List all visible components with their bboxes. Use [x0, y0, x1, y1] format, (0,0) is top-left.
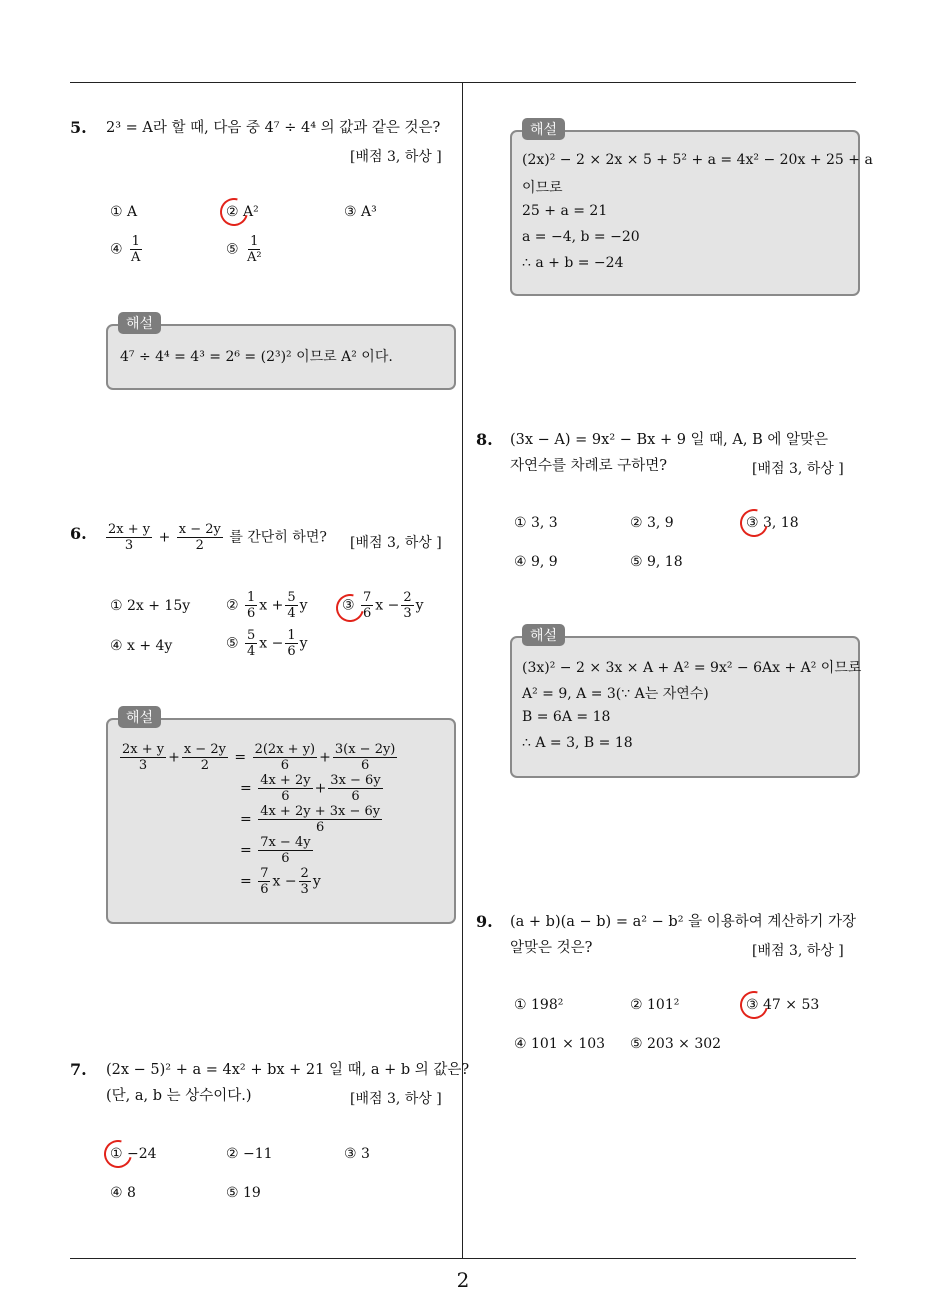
option-4[interactable]: ④ 101 × 103 — [514, 1036, 606, 1052]
numerator: x − 2y — [178, 522, 221, 537]
score-label: [배점 3, 하상 ] — [350, 535, 442, 551]
solution-line-1: (2x)² − 2 × 2x × 5 + 5² + a = 4x² − 20x + 25 + a — [522, 152, 873, 168]
question-number: 7. — [70, 1060, 87, 1079]
solution-line-2 — [240, 773, 385, 804]
score-label: [배점 3, 하상 ] — [350, 1091, 442, 1107]
denominator: 6 — [280, 758, 289, 773]
solution-line-4: ∴ A = 3, B = 18 — [522, 735, 633, 751]
plus-sign: + — [168, 749, 180, 766]
option-2[interactable]: ② 3, 9 — [630, 515, 674, 531]
option-label: ② — [226, 597, 239, 614]
option-5[interactable]: ⑤ 9, 18 — [630, 554, 683, 570]
term: y — [299, 597, 308, 614]
fraction — [253, 742, 318, 773]
numerator: 7 — [363, 590, 372, 605]
denominator: 6 — [351, 789, 360, 804]
fraction — [245, 590, 257, 621]
denominator: 6 — [281, 851, 290, 866]
fraction — [285, 590, 297, 621]
option-5[interactable] — [226, 628, 308, 659]
plus-sign: + — [319, 749, 331, 766]
option-1[interactable]: ① −24 — [110, 1146, 157, 1162]
option-5[interactable] — [226, 234, 266, 265]
question-number: 6. — [70, 524, 87, 543]
question-number: 9. — [476, 912, 493, 931]
option-2[interactable]: ② 101² — [630, 997, 680, 1013]
option-4[interactable] — [110, 234, 144, 265]
denominator: 6 — [260, 882, 269, 897]
numerator: 5 — [287, 590, 296, 605]
option-1[interactable]: ① 2x + 15y — [110, 598, 191, 614]
answer-mark — [99, 1135, 137, 1173]
solution-tag: 해설 — [118, 312, 161, 334]
question-line-1: (2x − 5)² + a = 4x² + bx + 21 일 때, a + b 의 값은? — [106, 1062, 470, 1078]
option-label: ⑤ — [226, 241, 239, 258]
question-text — [104, 522, 327, 553]
option-label: ⑤ — [226, 635, 239, 652]
fraction — [258, 835, 312, 866]
answer-mark — [735, 504, 773, 542]
fraction — [328, 773, 382, 804]
fraction — [285, 628, 297, 659]
denominator: 2 — [195, 538, 204, 553]
fraction — [258, 866, 270, 897]
solution-line-4 — [240, 835, 315, 866]
numerator: 5 — [247, 628, 256, 643]
plus-sign: + — [158, 529, 171, 546]
question-line-2: 알맞은 것은? — [510, 940, 593, 956]
option-5[interactable]: ⑤ 19 — [226, 1185, 261, 1201]
term: y — [299, 635, 308, 652]
fraction — [333, 742, 398, 773]
fraction — [177, 522, 223, 553]
numerator: 2 — [300, 866, 309, 881]
solution-line-5 — [240, 866, 321, 897]
denominator: 4 — [247, 644, 256, 659]
top-rule — [70, 82, 856, 83]
fraction — [245, 234, 264, 265]
fraction — [106, 522, 152, 553]
numerator: 2x + y — [108, 522, 151, 537]
option-5[interactable]: ⑤ 203 × 302 — [630, 1036, 722, 1052]
option-3[interactable]: ③ 3, 18 — [746, 515, 799, 531]
answer-mark — [735, 986, 773, 1024]
denominator: A² — [247, 250, 262, 265]
solution-line-3 — [240, 804, 384, 835]
denominator: 3 — [138, 758, 148, 773]
solution-line-4: a = −4, b = −20 — [522, 229, 640, 245]
denominator: 6 — [363, 606, 372, 621]
option-2[interactable]: ② A² — [226, 204, 259, 220]
term: y — [415, 597, 424, 614]
fraction — [120, 742, 166, 773]
option-4[interactable]: ④ x + 4y — [110, 638, 173, 654]
term: x + — [259, 597, 284, 614]
option-3[interactable]: ③ 47 × 53 — [746, 997, 820, 1013]
option-3[interactable]: ③ 3 — [344, 1146, 370, 1162]
question-line-2: 자연수를 차례로 구하면? — [510, 458, 668, 474]
question-line-2: (단, a, b 는 상수이다.) — [106, 1088, 252, 1104]
denominator: 6 — [316, 820, 325, 835]
solution-line-1: (3x)² − 2 × 3x × A + A² = 9x² − 6Ax + A² 이므로 — [522, 660, 862, 676]
term: x − — [375, 597, 400, 614]
option-3[interactable]: ③ A³ — [344, 204, 377, 220]
term: y — [312, 873, 321, 890]
denominator: 6 — [247, 606, 256, 621]
option-2[interactable] — [226, 590, 308, 621]
page-number: 2 — [456, 1268, 470, 1292]
term: x − — [272, 873, 297, 890]
numerator: 1 — [247, 590, 256, 605]
option-1[interactable]: ① A — [110, 204, 138, 220]
fraction — [401, 590, 413, 621]
equals-sign: = — [240, 811, 252, 828]
denominator: 2 — [200, 758, 210, 773]
question-text: 2³ = A라 할 때, 다음 중 4⁷ ÷ 4⁴ 의 값과 같은 것은? — [106, 120, 441, 136]
equals-sign: = — [240, 780, 252, 797]
solution-tag: 해설 — [522, 624, 565, 646]
score-label: [배점 3, 하상 ] — [752, 461, 844, 477]
solution-line-3: B = 6A = 18 — [522, 709, 611, 725]
fraction — [258, 773, 312, 804]
option-4[interactable]: ④ 9, 9 — [514, 554, 558, 570]
score-label: [배점 3, 하상 ] — [350, 149, 442, 165]
question-number: 8. — [476, 430, 493, 449]
denominator: 6 — [287, 644, 296, 659]
numerator: 4x + 2y — [260, 773, 311, 788]
plus-sign: + — [314, 780, 327, 797]
option-2[interactable]: ② −11 — [226, 1146, 273, 1162]
question-line-1: (a + b)(a − b) = a² − b² 을 이용하여 계산하기 가장 — [510, 914, 857, 930]
equals-sign: = — [240, 873, 252, 890]
fraction — [299, 866, 311, 897]
equals-sign: = — [240, 842, 252, 859]
term: x − — [259, 635, 284, 652]
option-label: ④ — [110, 241, 123, 258]
fraction — [258, 804, 382, 835]
fraction — [245, 628, 257, 659]
score-label: [배점 3, 하상 ] — [752, 943, 844, 959]
solution-tag: 해설 — [522, 118, 565, 140]
fraction — [129, 234, 142, 265]
numerator: 2x + y — [122, 742, 165, 757]
solution-tag: 해설 — [118, 706, 161, 728]
numerator: 1 — [250, 234, 259, 249]
fraction — [182, 742, 228, 773]
numerator: 7 — [260, 866, 269, 881]
option-1[interactable]: ① 198² — [514, 997, 564, 1013]
denominator: 6 — [281, 789, 290, 804]
question-line-1: (3x − A) = 9x² − Bx + 9 일 때, A, B 에 알맞은 — [510, 432, 828, 448]
numerator: 7x − 4y — [260, 835, 311, 850]
option-label: ③ — [342, 597, 355, 614]
solution-line: 4⁷ ÷ 4⁴ = 4³ = 2⁶ = (2³)² 이므로 A² 이다. — [120, 349, 393, 365]
numerator: 3(x − 2y) — [334, 742, 396, 757]
numerator: 1 — [131, 234, 140, 249]
numerator: 1 — [287, 628, 296, 643]
option-1[interactable]: ① 3, 3 — [514, 515, 558, 531]
numerator: 3x − 6y — [330, 773, 381, 788]
denominator: 3 — [124, 538, 134, 553]
numerator: x − 2y — [183, 742, 226, 757]
denominator: A — [131, 250, 141, 265]
numerator: 2(2x + y) — [254, 742, 316, 757]
question-tail: 를 간단히 하면? — [229, 529, 327, 546]
numerator: 2 — [403, 590, 412, 605]
denominator: 6 — [360, 758, 370, 773]
denominator: 4 — [287, 606, 296, 621]
denominator: 3 — [403, 606, 412, 621]
equals-sign: = — [234, 749, 247, 766]
solution-line-1 — [118, 742, 399, 773]
solution-line-3: 25 + a = 21 — [522, 203, 608, 219]
option-4[interactable]: ④ 8 — [110, 1185, 136, 1201]
denominator: 3 — [300, 882, 309, 897]
bottom-rule — [70, 1258, 856, 1259]
solution-line-5: ∴ a + b = −24 — [522, 255, 624, 271]
solution-line-2: A² = 9, A = 3(∵ A는 자연수) — [522, 686, 709, 702]
numerator: 4x + 2y + 3x − 6y — [260, 804, 381, 819]
answer-mark — [215, 193, 253, 231]
solution-line-2: 이므로 — [522, 180, 563, 196]
question-number: 5. — [70, 118, 87, 137]
